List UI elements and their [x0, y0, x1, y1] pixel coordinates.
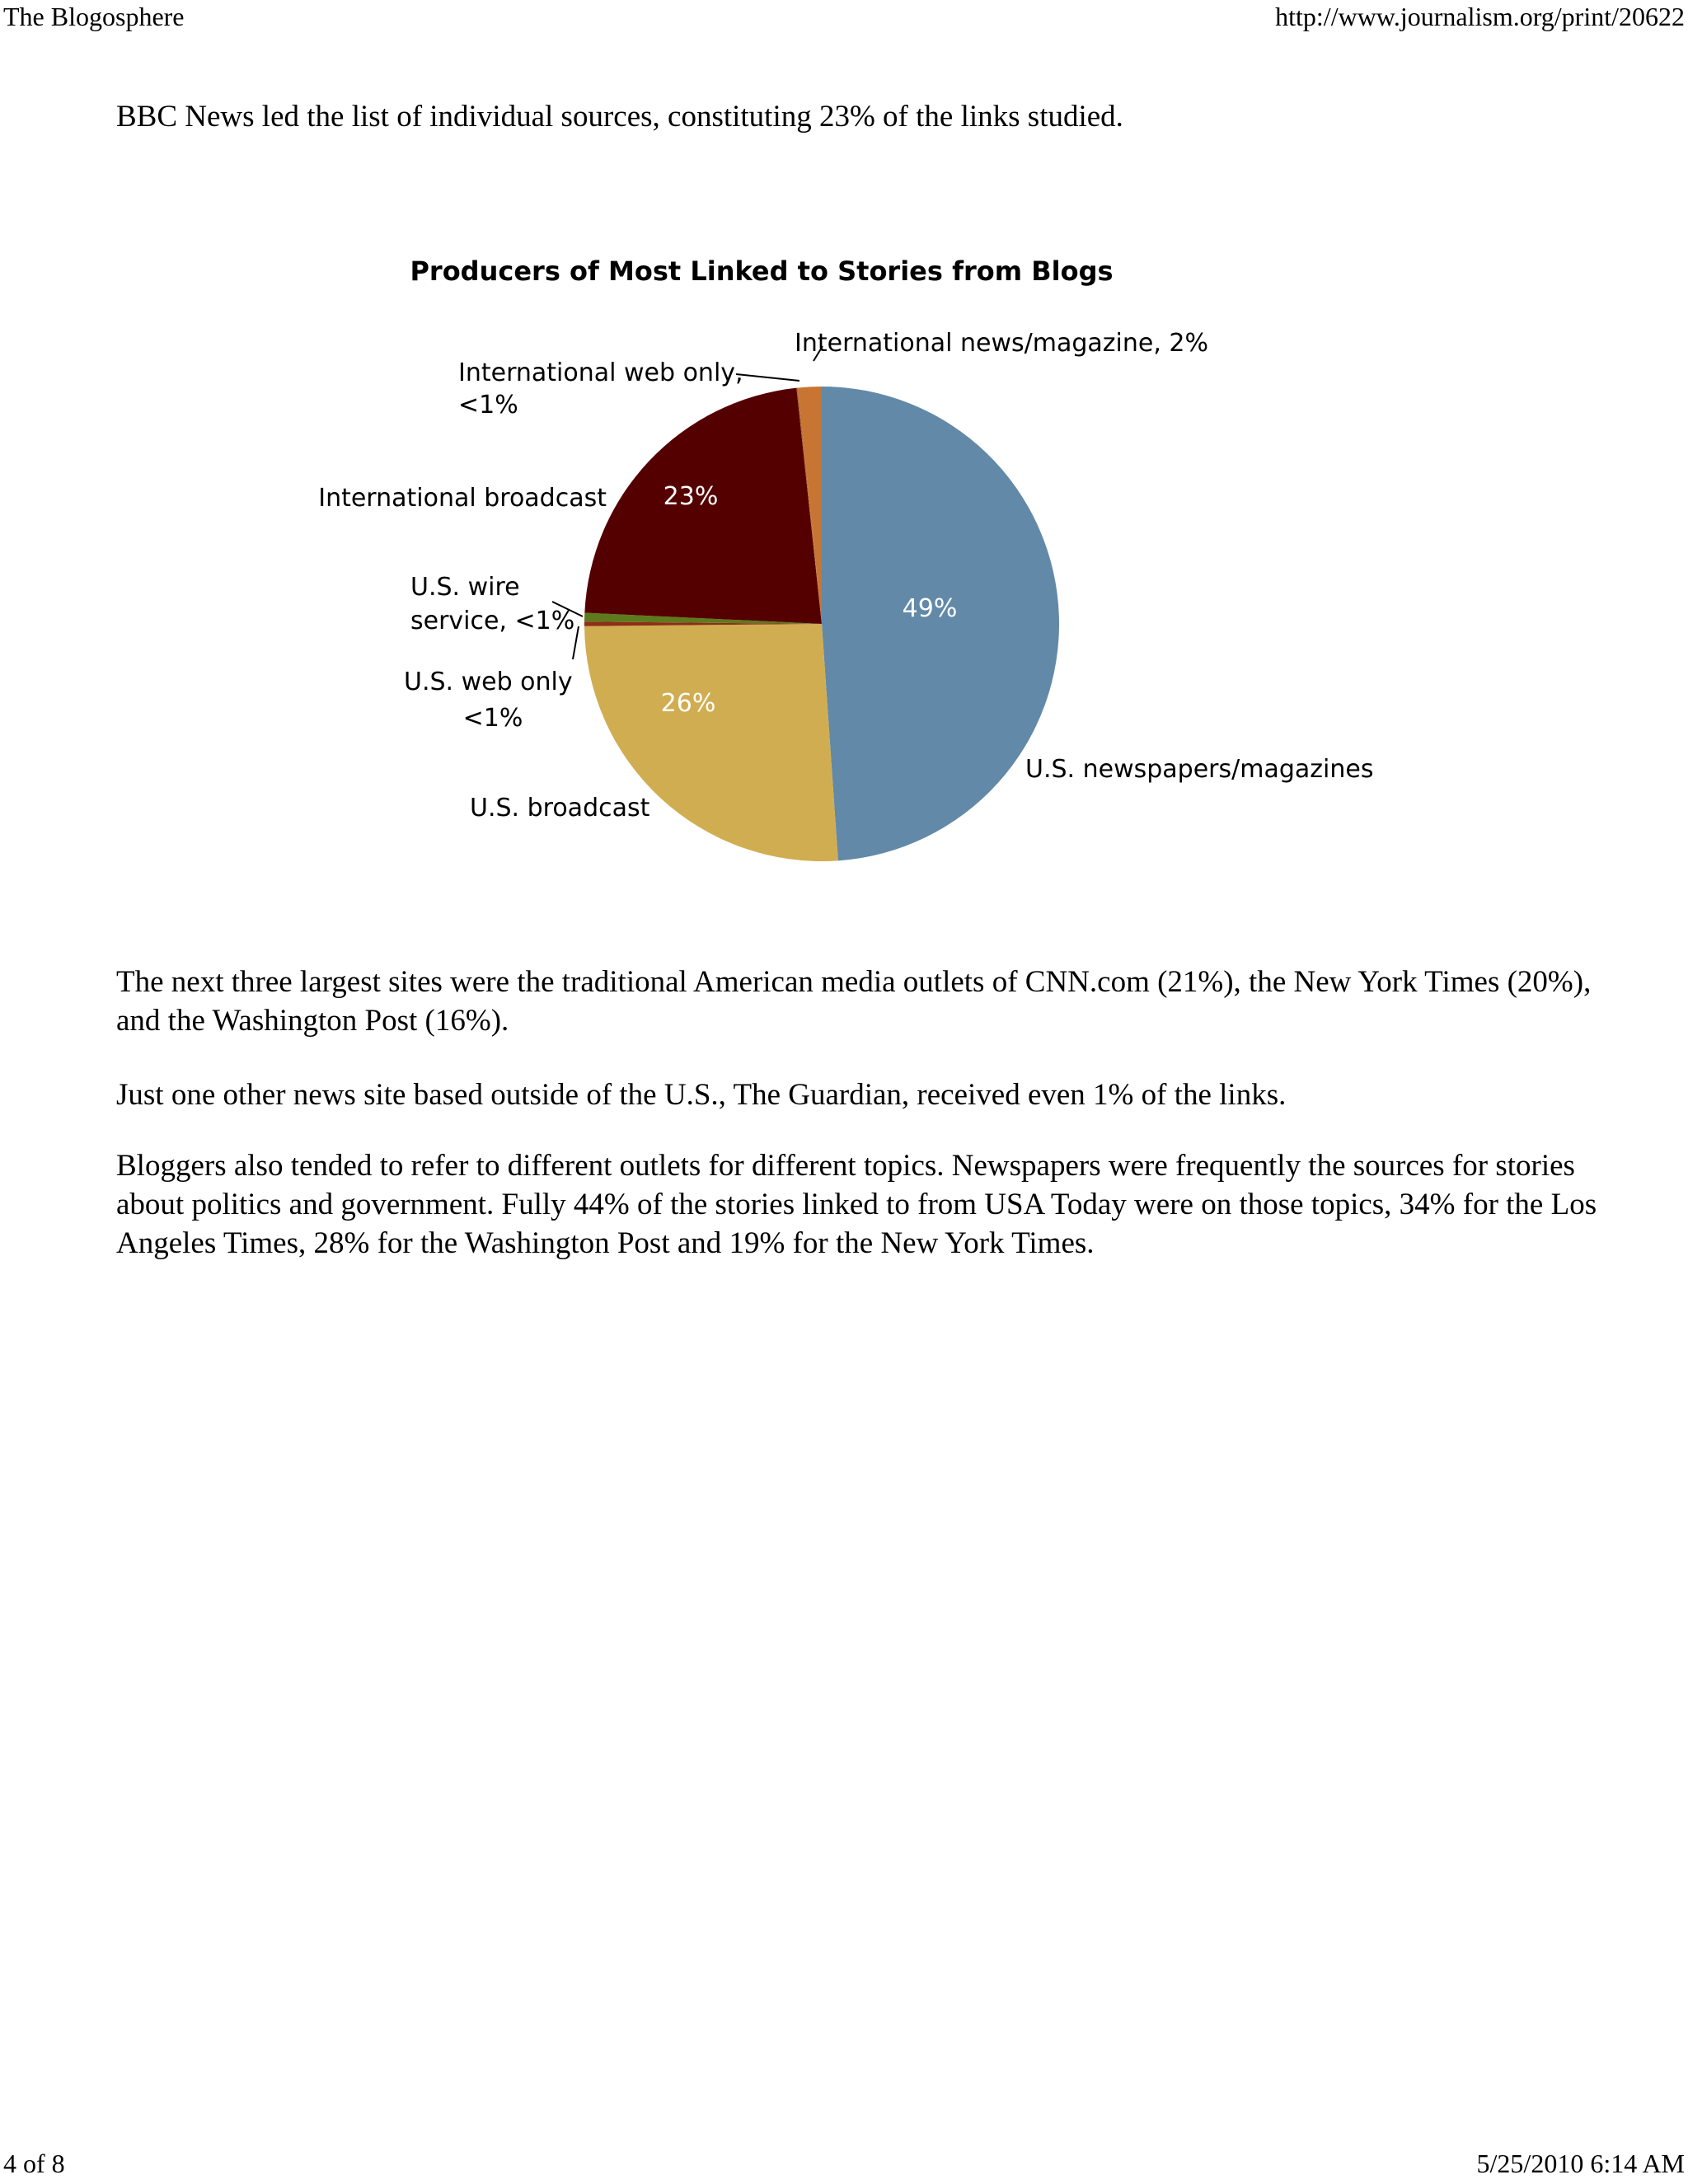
paragraph-topics: Bloggers also tended to refer to different outlets for different topics. Newspapers were frequently the sources for stories about politics and government. Fully 44% of the stories linked to from USA Today were on those topics, 34% for the Los Angeles Times, 28% for the Washington Post and 19% for the New York Times. — [116, 1149, 1597, 1260]
leader-line-intl-web-only — [736, 374, 799, 381]
slice-label-us-newspapers: 49% — [902, 594, 958, 623]
category-label-us-wire: U.S. wire — [410, 573, 520, 602]
paragraph-guardian: Just one other news site based outside of the U.S., The Guardian, received even 1% of the links. — [116, 1078, 1287, 1112]
category-label-intl-broadcast: International broadcast — [318, 484, 607, 513]
paragraph-next-three-sites: The next three largest sites were the traditional American media outlets of CNN.com (21%), the New York Times (20%), and the Washington Post (16%). — [116, 965, 1592, 1038]
pie-slice-u-s-newspapers-magazines — [822, 387, 1059, 860]
category-label-us-web-only-pct: <1% — [462, 704, 523, 733]
page-header-url: http://www.journalism.org/print/20622 — [1275, 2, 1685, 31]
category-label-intl-web-only-pct: <1% — [458, 391, 518, 419]
slice-label-us-broadcast: 26% — [660, 689, 716, 718]
chart-title: Producers of Most Linked to Stories from Blogs — [410, 255, 1114, 287]
category-label-us-wire-pct: service, <1% — [410, 607, 575, 635]
pie-slices — [584, 387, 1059, 861]
page-footer-datetime: 5/25/2010 6:14 AM — [1476, 2149, 1685, 2178]
category-label-intl-news-mag: International news/magazine, 2% — [795, 329, 1209, 358]
pie-slice-u-s-broadcast — [584, 624, 838, 861]
page-header-title: The Blogosphere — [3, 2, 185, 31]
page-footer-page-number: 4 of 8 — [3, 2149, 65, 2178]
category-label-intl-web-only: International web only, — [458, 359, 743, 387]
category-label-us-newspapers: U.S. newspapers/magazines — [1025, 755, 1374, 784]
slice-label-intl-broadcast: 23% — [663, 482, 719, 511]
category-label-us-broadcast: U.S. broadcast — [470, 794, 650, 823]
paragraph-bbc-news: BBC News led the list of individual sources, constituting 23% of the links studied. — [116, 100, 1123, 134]
pie-chart — [313, 239, 1401, 898]
category-label-us-web-only: U.S. web only — [404, 668, 573, 696]
